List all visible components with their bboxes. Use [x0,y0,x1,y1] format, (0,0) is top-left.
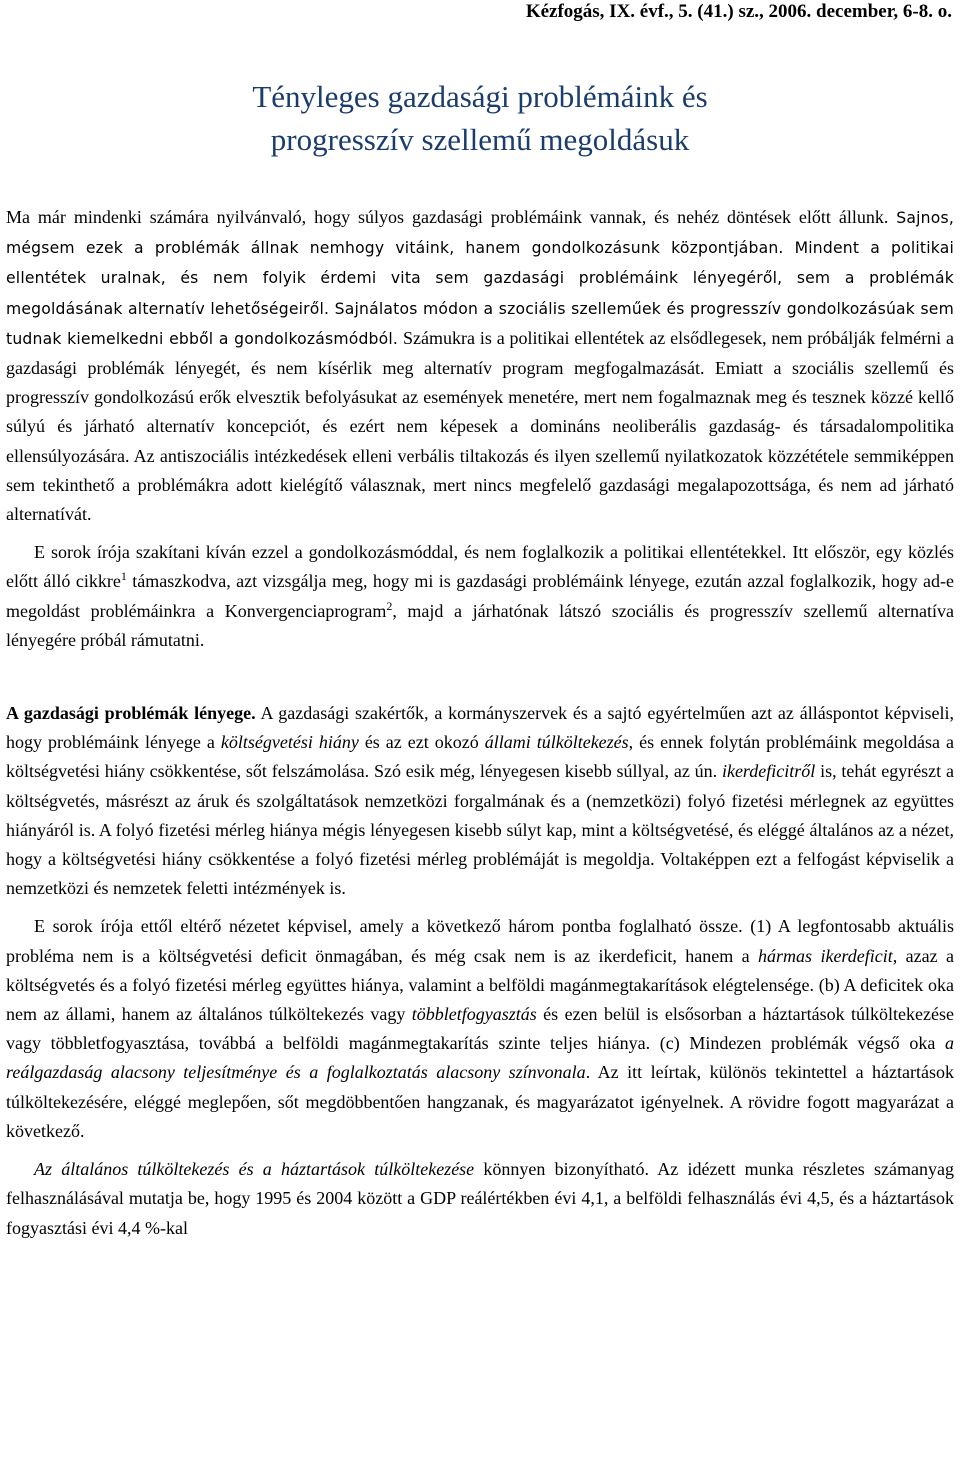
running-head: Kézfogás, IX. évf., 5. (41.) sz., 2006. december, 6-8. o. [525,1,952,22]
article-title-line-1: Tényleges gazdasági problémáink és [252,79,708,114]
author-view-text-d: . Az itt leírtak, különös tekintettel a háztartások túlköltekezésére, eléggé meglepően, sőt megdöbbentően hangzanak, és magyarázatot igényelnek. A rövidre fogott magyarázat a következő. [6,1062,955,1141]
author-intent-text-a: E sorok írója szakítani kíván ezzel a gondolkozásmóddal, és nem foglalkozik a politikai ellentétekkel. Itt először, egy közlés előtt álló cikkre [6,542,954,592]
problems-text-a: A gazdasági szakértők, a kormányszervek és a sajtó egyértelműen azt az álláspontot képviseli, hogy problémáink lényege a [6,703,954,753]
problems-text-c: , és ennek folytán problémáink megoldása a költségvetési hiány csökkentése, sőt felszámolása. Szó esik még, lényegesen kisebb súllyal, az ún. [6,732,954,782]
author-intent-text-c: , majd a járhatónak látszó szociális és progresszív szellemű alternatíva lényegére próbál rámutatni. [6,600,954,650]
paragraph-intro [6,203,954,529]
author-view-em-1: hármas ikerdeficit [758,945,893,966]
article-title [0,75,960,161]
problems-em-1: költségvetési hiány [220,732,359,753]
section-heading-problems: A gazdasági problémák lényege. [6,703,256,724]
problems-text-d: is, tehát egyrészt a költségvetés, másrészt az áruk és szolgáltatások nemzetközi forgalmának és a (nemzetközi) folyó fizetési mérlegnek az együttes hiányáról is. A folyó fizetési mérleg hiánya mégis lényegesen kisebb súlyt kap, mint a költségvetésé, és eléggé általános az a nézet, hogy a költségvetési hiány csökkentése a folyó fizetési mérleg problémáját is megoldja. Voltaképpen ezt a felfogást képviselik a nemzetközi és nemzetek feletti intézmények is. [6,761,954,899]
paragraph-overspending [6,1155,954,1243]
author-view-text-a: E sorok írója ettől eltérő nézetet képvisel, amely a következő három pontba foglalható össze. (1) A legfontosabb aktuális probléma nem is a költségvetési deficit önmagában, és még csak nem is az ikerdeficit, hanem a [6,916,954,966]
author-view-em-2: többletfogyasztás [411,1004,537,1025]
problems-em-3: ikerdeficitről [721,761,816,782]
paragraph-problems-essence [6,699,954,903]
article-body [6,203,954,1243]
intro-sentence-3: Számukra is a politikai ellentétek az elsődlegesek, nem próbálják felmérni a gazdasági problémák lényegét, és nem kísérlik meg alternatív program megfogalmazását. Emiatt a szociális szellemű és progresszív gondolkozású erők elvesztik befolyásukat az események menetére, mert nem fogalmaznak meg és tesznek közzé kellő súlyú és járható alternatív koncepciót, és ezért nem képesek a domináns neoliberális gazdaság- és társadalompolitika ellensúlyozására. Az antiszociális intézkedések elleni verbális tiltakozás és ilyen szellemű nyilatkozatok közzététele semmiképpen sem tekinthető a problémákra adott kielégítő válasznak, mert nincs megfelelő gazdasági megalapozottsága, és nem ad járható alternatívát. [6,327,954,525]
footnote-ref-1[interactable]: 1 [120,569,127,584]
paragraph-author-view [6,912,954,1146]
overspending-em-1: Az általános túlköltekezés és a háztartások túlköltekezése [34,1159,475,1180]
author-view-em-3: a reálgazdaság alacsony teljesítménye és a foglalkoztatás alacsony színvonala [6,1033,954,1083]
footnote-ref-2[interactable]: 2 [386,598,393,613]
problems-em-2: állami túlköltekezés [484,732,629,753]
overspending-text-a: könnyen bizonyítható. Az idézett munka részletes számanyag felhasználásával mutatja be, hogy 1995 és 2004 között a GDP reálértékben évi 4,1, a belföldi felhasználás évi 4,5, és a háztartások fogyasztási évi 4,4 %-kal [6,1159,954,1238]
author-view-text-c: és ezen belül is elsősorban a háztartások túlköltekezése vagy többletfogyasztása, továbbá a belföldi magánmegtakarítás szinte teljes hiánya. (c) Mindezen problémák végső oka [6,1004,954,1054]
article-title-line-2: progresszív szellemű megoldásuk [270,122,690,157]
author-intent-text-b: támaszkodva, azt vizsgálja meg, hogy mi is gazdasági problémáink lényege, ezután azzal foglalkozik, hogy ad-e megoldást problémáinkra a Konvergenciaprogram [6,571,954,621]
problems-text-b: és az ezt okozó [358,732,485,753]
intro-sans-passage: Sajnos, mégsem ezek a problémák állnak nemhogy vitáink, hanem gondolkozásunk központjában. Mindent a politikai ellentétek uralnak, és nem folyik érdemi vita sem gazdasági problémáink lényegéről, sem a problémák megoldásának alternatív lehetőségeiről. Sajnálatos módon a szociális szelleműek és progresszív gondolkozásúak sem tudnak kiemelkedni ebből a gondolkozásmódból. [6,209,954,348]
intro-sentence-1: Ma már mindenki számára nyilvánvaló, hogy súlyos gazdasági problémáink vannak, és nehéz döntések előtt állunk. [6,207,889,227]
author-view-text-b: , azaz a költségvetés és a folyó fizetési mérleg együttes hiánya, valamint a belföldi magánmegtakarítások elégtelensége. (b) A deficitek oka nem az állami, hanem az általános túlköltekezés vagy [6,945,954,1025]
paragraph-author-intent [6,538,954,655]
